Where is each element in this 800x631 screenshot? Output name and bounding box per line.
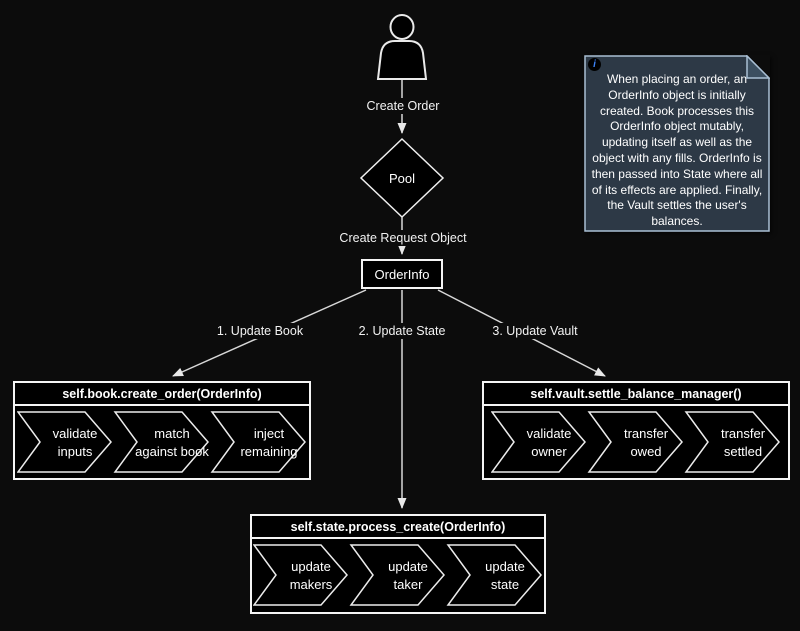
step-label-line: taker bbox=[393, 577, 423, 592]
step-chevron bbox=[212, 412, 305, 472]
state-process-box bbox=[250, 514, 546, 614]
book-process-box bbox=[13, 381, 311, 480]
step-chevron bbox=[254, 545, 347, 605]
note bbox=[584, 55, 770, 232]
step-label-line: validate bbox=[526, 426, 572, 441]
step-chevron bbox=[589, 412, 682, 472]
vault-steps bbox=[491, 411, 781, 473]
create-request-label: Create Request Object bbox=[335, 230, 470, 246]
step-label-line: settled bbox=[723, 444, 763, 459]
step-chevron bbox=[351, 545, 444, 605]
step-label-line: transfer bbox=[720, 426, 766, 441]
step-label-line: inputs bbox=[57, 444, 93, 459]
step-label-line: owed bbox=[630, 444, 662, 459]
step-chevron bbox=[115, 412, 208, 472]
step-chevron bbox=[492, 412, 585, 472]
vault-process-box bbox=[482, 381, 790, 480]
step-label-line: inject bbox=[253, 426, 285, 441]
orderinfo-label: OrderInfo bbox=[374, 266, 430, 282]
step-label-line: transfer bbox=[623, 426, 669, 441]
vault-box-title: self.vault.settle_balance_manager() bbox=[484, 383, 788, 406]
create-order-label: Create Order bbox=[363, 98, 444, 114]
info-icon: i bbox=[588, 58, 601, 71]
step-label-line: validate bbox=[52, 426, 98, 441]
branch-label-book: 1. Update Book bbox=[213, 323, 307, 339]
branch-label-vault: 3. Update Vault bbox=[488, 323, 581, 339]
branch-label-state: 2. Update State bbox=[355, 323, 450, 339]
state-steps bbox=[253, 544, 543, 606]
step-chevron bbox=[686, 412, 779, 472]
step-label-line: state bbox=[490, 577, 520, 592]
state-box-title: self.state.process_create(OrderInfo) bbox=[252, 516, 544, 539]
step-chevron bbox=[18, 412, 111, 472]
note-text: When placing an order, an OrderInfo object is initially created. Book processes this OrderInfo object mutably, updating itself as well as the object with any fills. OrderInfo is then passed into State where all of its effects are applied. Finally, the Vault settles the user's balances. bbox=[591, 72, 763, 229]
step-label-line: update bbox=[388, 559, 428, 574]
pool-label: Pool bbox=[388, 171, 416, 186]
step-label-line: owner bbox=[531, 444, 567, 459]
step-label-line: remaining bbox=[240, 444, 298, 459]
person-icon bbox=[378, 15, 426, 79]
orderinfo-node bbox=[361, 259, 443, 289]
book-steps bbox=[17, 411, 307, 473]
step-label-line: update bbox=[291, 559, 331, 574]
step-chevron bbox=[448, 545, 541, 605]
step-label-line: match bbox=[154, 426, 190, 441]
book-box-title: self.book.create_order(OrderInfo) bbox=[15, 383, 309, 406]
step-label-line: against book bbox=[135, 444, 209, 459]
step-label-line: makers bbox=[289, 577, 333, 592]
step-label-line: update bbox=[485, 559, 525, 574]
